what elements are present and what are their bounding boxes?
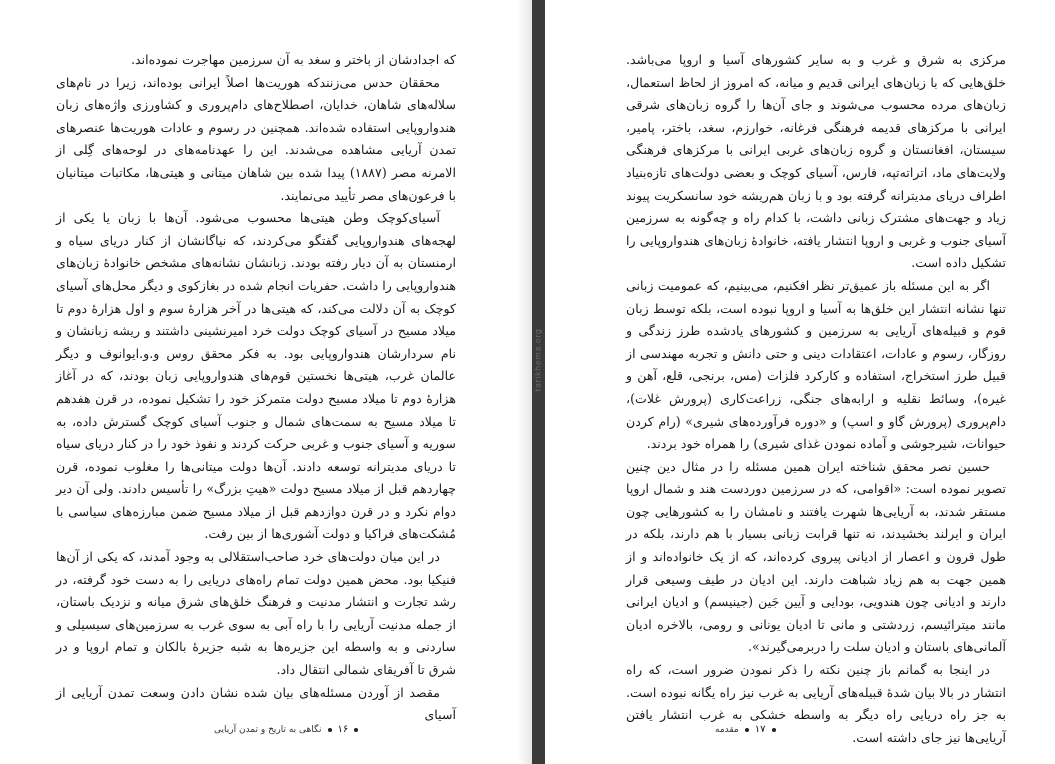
left-page-footer [214, 724, 364, 735]
paragraph: مقصد از آوردن مسئله‌های بیان شده نشان دادن وسعت تمدن آریایی از آسیای [56, 684, 456, 723]
running-title: نگاهی به تاریخ و تمدن آریایی [214, 725, 322, 735]
right-page-footer [715, 724, 782, 735]
paragraph: آسیای‌کوچک وطن هیتی‌ها محسوب می‌شود. آن‌ها با زبان یا یکی از لهجه‌های هندواروپایی گفتگو می‌کردند، که نیاگانشان از کنار دریای سیاه و ارمنستان به آن دیار رفته بودند. زبانشان نشانه‌های مشخص خانوادهٔ زبان‌های هندواروپایی را داشت. حفریات انجام شده در بغازکوی و دیگر محل‌های آسیای کوچک به آن دلالت می‌کند، که هیتی‌ها در آخر هزارهٔ سوم و اول هزارهٔ دوم تا میلاد مسیح در آسیای کوچک دولت خرد امیرنشینی داشتند و ریشه زبانشان و نام سردارشان هندواروپایی بود. به فکر محقق روس و.و.ایوانوف و دیگر عالمان غرب، هیتی‌ها نخستین قوم‌های هندواروپایی زبان بودند، که در آغاز هزارهٔ دوم تا میلاد مسیح دولت متمرکز خود را تشکیل نموده، در قرن هفدهم تا میلاد مسیح به سمت‌های شمال و جنوب آسیای کوچک گسترش داده، به سوریه و آسیای جنوب و غربی حرکت کردند و نفوذ خود را در کنار دریای سیاه تا دریای مدیترانه توسعه دادند. آن‌ها دولت میتانی‌ها را مغلوب نموده، قرن چهاردهم قبل از میلاد مسیح دولت «هیتِ بزرگ» را تأسیس دادند. ولی آن دیر دوام نکرد و در قرن دوازدهم قبل از میلاد مسیح ضمن مبارزه‌های سیاسی با مُشکت‌های فراکیا و دولت آشوری‌ها از بین رفت. [56, 210, 456, 542]
left-page-body [56, 49, 456, 727]
paragraph: اگر به این مسئله باز عمیق‌تر نظر افکنیم، می‌بینیم، که عمومیت زبانی تنها نشانه انتشار این خلق‌ها به آسیا و اروپا نبوده است، بلکه توسط زبان قوم و قبیله‌های آریایی به سرزمین و کشورهای یادشده طرز زندگی و روزگار، رسوم و عادات، اعتقادات دینی و حتی دانش و تجربه مهندسی از قبیل طرز استخراج، استفاده و کارکرد فلزات (مس، برنجی، قلع، آهن و غیره)، وسائط نقلیه و ارابه‌های جنگی، زراعت‌کاری (پرورش غلات)، دام‌پروری (پرورش گاو و اسپ) و «دوره فرآورده‌های شیری» (رام کردن حیوانات، شیرجوشی و آماده نمودن غذای شیری) را همراه خود بردند. [626, 277, 1006, 452]
paragraph: که اجدادشان از باختر و سغد به آن سرزمین مهاجرت نموده‌اند. [130, 52, 456, 67]
paragraph: در اینجا به گمانم باز چنین نکته را ذکر نمودن ضرور است، که راه انتشار در بالا بیان شدهٔ قبیله‌های آریایی به غرب نیز راه یگانه نبوده است. به جز راه دریایی راه دیگر به واسطه خشکی به غرب انتشار یافتن آریایی‌ها نیز جای داشته است. [626, 662, 1006, 745]
watermark: tarikhema.org [533, 328, 543, 392]
bullet-icon [354, 728, 358, 732]
paragraph: حسین نصر محقق شناخته ایران همین مسئله را در مثال دین چنین تصویر نموده است: «اقوامی، که در سرزمین دوردست هند و شمال اروپا مستقر شدند، به آریایی‌ها شهرت یافتند و نامشان را به کشورهایی چون ایران و ایرلند بخشیدند، نه تنها قرابت زبانی بسیار با هم دارند، بلکه در طول قرون و اعصار از ادیانی پیروی کرده‌اند، که از یک خانواده‌اند و از همین جهت به هم زیاد شباهت دارند. این ادیان در طیف وسیعی قرار دارند و ادیانی چون هندویی، بودایی و آیین جَین (جینیسم) و ادیان ایرانی مانند میترائیسم، زردشتی و مانی تا ادیان یونانی و رومی، بالاخره ادیان آلمانی‌های باستان و ادیان سلت را دربرمی‌گیرند». [626, 458, 1006, 655]
right-page [545, 0, 1055, 764]
right-page-body [626, 49, 1006, 749]
gutter-shadow-left [518, 0, 532, 764]
paragraph: مرکزی به شرق و غرب و به سایر کشورهای آسیا و اروپا می‌باشد. خلق‌هایی که با زبان‌های ایرانی قدیم و میانه، که امروز از لحاظ استعمال، زبان‌های مرده محسوب می‌شوند و جای آن‌ها را گروه زبان‌های شرقی ایرانی با مرکزهای قدیمه فرهنگی فرغانه، خوارزم، سغد، باختر، پامیر، سیستان، افغانستان و گروه زبان‌های غربی ایرانی با مرکزهای فرهنگی ولایت‌های ماد، اتراته‌تپه، فارس، آسیای کوچک و بعضی دولت‌های تازه‌بنیاد اطراف دریای مدیترانه گرفته بود و با زبان هم‌ریشه خود سانسکریت پیوند زیاد و جهت‌های مشترک زبانی داشت، با کدام راه و چه‌گونه به سرزمین آسیای جنوب و غربی و اروپا انتشار یافته، خانوادهٔ زبان‌های هندواروپایی را تشکیل داده است. [626, 52, 1006, 271]
bullet-icon [745, 728, 749, 732]
paragraph: محققان حدس می‌زنندکه هوریت‌ها اصلاً ایرانی بوده‌اند، زیرا در نام‌های سلاله‌های شاهان، خدایان، اصطلاح‌های دام‌پروری و کشاورزی واژه‌های زبان هندواروپایی استفاده شده‌اند. همچنین در رسوم و عادات هوریت‌ها عنصرهای تمدن آریایی مشاهده می‌شدند. این را عهدنامه‌های در لوحه‌های گِلی از الامرنه مصر (۱۸۸۷) پیدا شده بین شاهان میتانی و هیتی‌ها، مکاتبات میتانیان با فرعون‌های مصر تأیید می‌نمایند. [56, 74, 456, 203]
paragraph: در این میان دولت‌های خرد صاحب‌استقلالی به وجود آمدند، که یکی از آن‌ها فنیکیا بود. محض همین دولت تمام راه‌های دریایی را به دست خود گرفته، در رشد تجارت و انتشار مدنیت و فرهنگ خلق‌های شرق میانه و نزدیک باستان، از جمله مدنیت آریایی را با راه آبی به سوی غرب به سرزمین‌های سیسیلی و ساردنی و به واسطه این جزیره‌ها به شبه جزیرهٔ بالکان و تمام اروپا و در شرق تا آفریقای شمالی انتقال داد. [56, 549, 456, 678]
page-number: ۱۶ [337, 724, 349, 735]
bullet-icon [328, 728, 332, 732]
page-number: ۱۷ [754, 724, 766, 735]
running-title: مقدمه [715, 725, 739, 735]
bullet-icon [772, 728, 776, 732]
